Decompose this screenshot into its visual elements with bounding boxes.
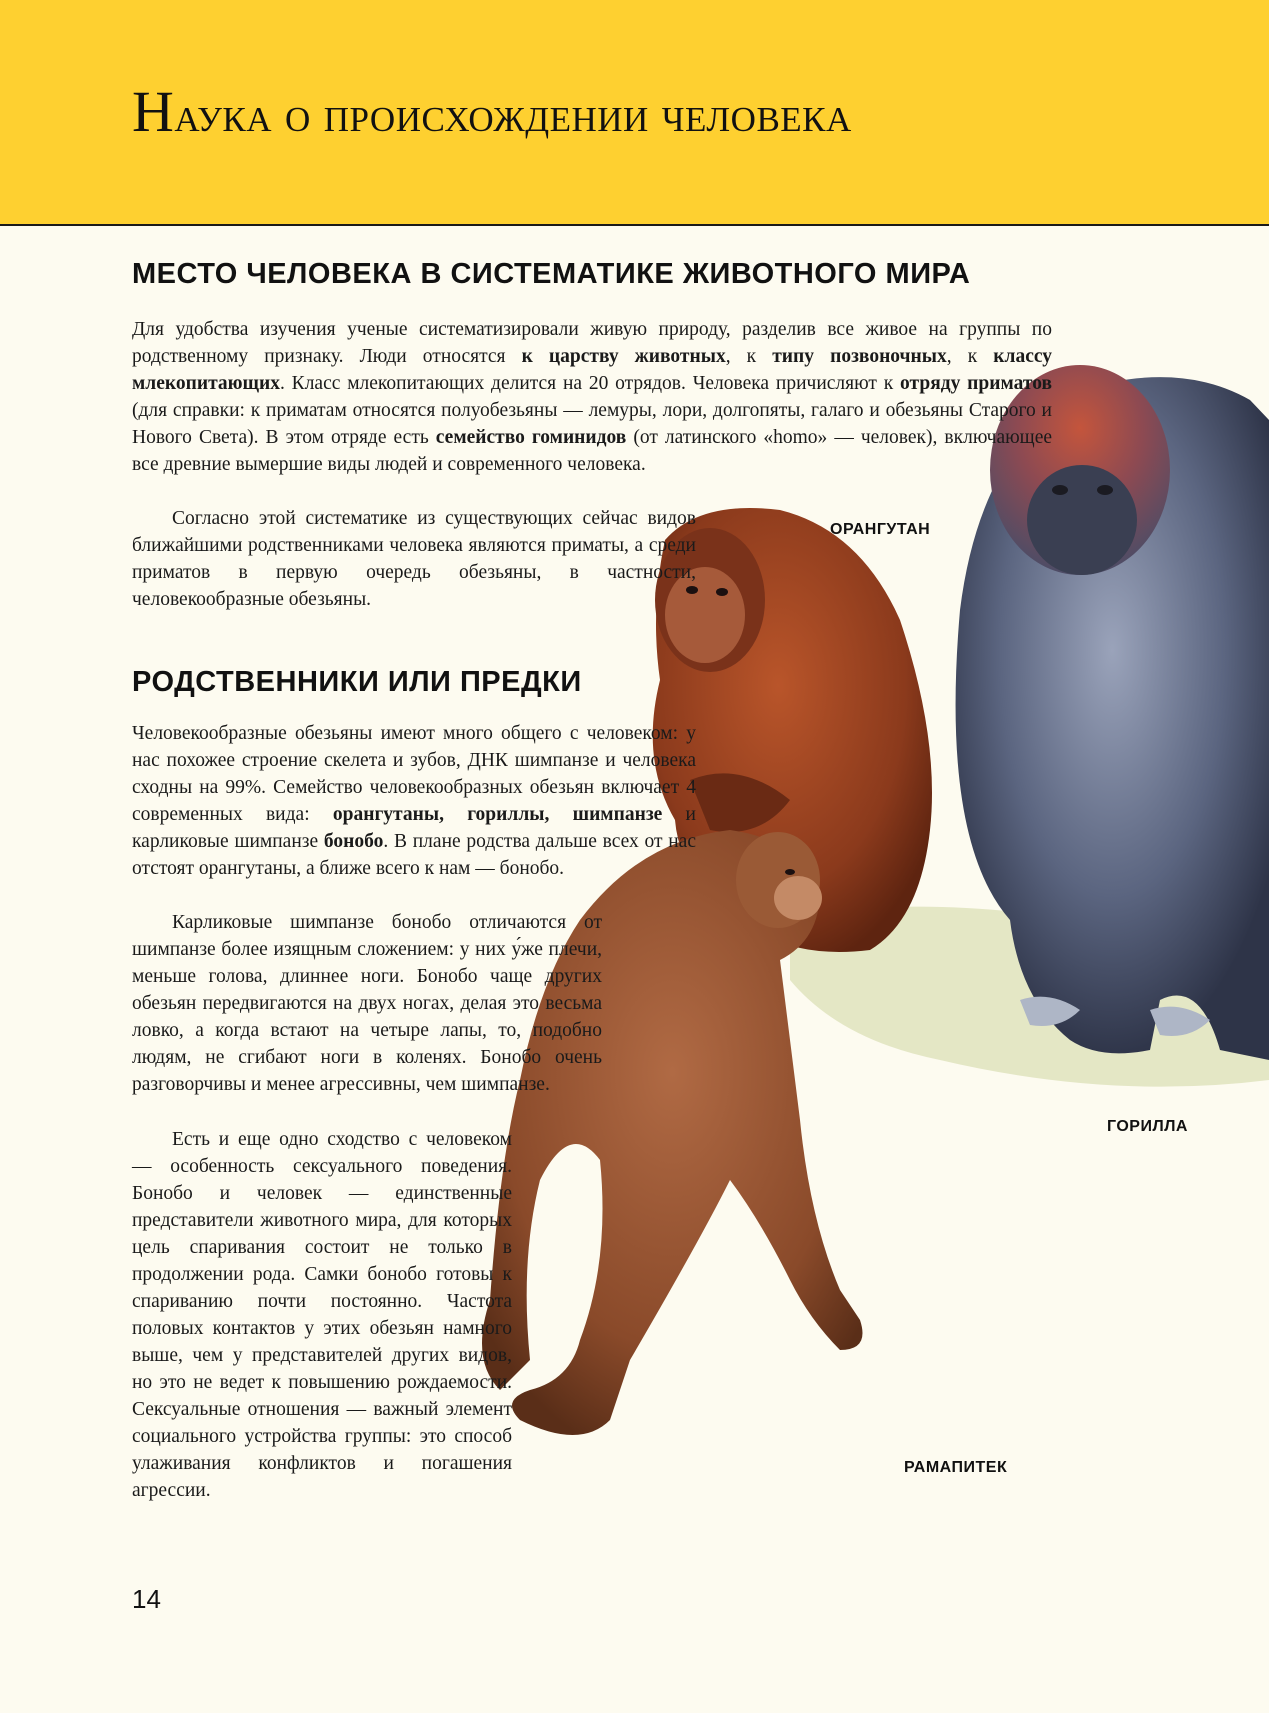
text-span: . Класс млекопитающих делится на 20 отрядов. Человека причисляют к <box>280 373 901 394</box>
text-span: и карликовые шимпанзе <box>132 804 696 852</box>
bold-term: семейство гоминидов <box>435 427 627 448</box>
paragraph-systematics-1 <box>132 316 1052 478</box>
text-span: (для справки: к приматам относятся полуобезьяны — лемуры, лори, долгопяты, галаго и обезьяны Старого и Нового Света). В этом отряде есть <box>132 400 1052 448</box>
caption-gorilla: ГОРИЛЛА <box>1107 1118 1188 1135</box>
bold-term: орангутаны, гориллы, шимпанзе <box>332 804 663 825</box>
paragraph-systematics-2: Согласно этой систематике из существующих сейчас видов ближайшими родственниками человека являются приматы, а среди приматов в первую очередь обезьяны, в частности, человекообразные обезьяны. <box>132 508 696 610</box>
title-banner <box>0 0 1269 226</box>
section-title-systematics: МЕСТО ЧЕЛОВЕКА В СИСТЕМАТИКЕ ЖИВОТНОГО МИРА <box>132 258 971 290</box>
page-title-initial: Н <box>132 79 175 144</box>
text-span: Для удобства изучения ученые систематизировали живую природу, разделив все живое на группы по родственному признаку. Люди относятся <box>132 319 1052 367</box>
text-span: Человекообразные обезьяны имеют много общего с человеком: у нас похожее строение скелета и зубов, ДНК шимпанзе и человека сходны на 99%. Семейство человекообразных обезьян включает 4 современных вида: <box>132 723 696 825</box>
bold-term: отряду приматов <box>900 373 1053 394</box>
bold-term: классу млекопитающих <box>132 346 1053 394</box>
section-title-relatives: РОДСТВЕННИКИ ИЛИ ПРЕДКИ <box>132 666 582 698</box>
text-span: (от латинского «homo» — человек), включающее все древние вымершие виды людей и современного человека. <box>132 427 1053 475</box>
page-number: 14 <box>132 1584 161 1614</box>
text-span: , к <box>725 346 773 367</box>
text-span: , к <box>946 346 994 367</box>
caption-ramapithecus: РАМАПИТЕК <box>904 1459 1008 1476</box>
bold-term: типу позвоночных <box>772 346 947 367</box>
caption-orangutan: ОРАНГУТАН <box>830 521 931 538</box>
bold-term: бонобо <box>323 831 384 852</box>
paragraph-relatives-2: Карликовые шимпанзе бонобо отличаются от шимпанзе более изящным сложением: у них у́же плечи, меньше голова, длиннее ноги. Бонобо чаще других обезьян передвигаются на двух ногах, делая это весьма ловко, а когда встают на четыре лапы, то, подобно людям, не сгибают ноги в коленях. Бонобо очень разговорчивы и менее агрессивны, чем шимпанзе. <box>132 912 602 1095</box>
page-title-rest: аука о происхождении человека <box>174 86 852 142</box>
paragraph-relatives-1 <box>132 720 696 882</box>
bold-term: к царству животных <box>521 346 726 367</box>
text-span: . В плане родства дальше всех от нас отстоят орангутаны, а ближе всего к нам — бонобо. <box>132 831 696 879</box>
paragraph-relatives-3: Есть и еще одно сходство с человеком — особенность сексуального поведения. Бонобо и человек — единственные представители животного мира, для которых цель спаривания состоит не только в продолжении рода. Самки бонобо готовы к спариванию почти постоянно. Частота половых контактов у этих обезьян намного выше, чем у представителей других видов, но это не ведет к повышению рождаемости. Сексуальные отношения — важный элемент социального устройства группы: это способ улаживания конфликтов и погашения агрессии. <box>132 1129 512 1501</box>
page-title <box>132 78 852 145</box>
